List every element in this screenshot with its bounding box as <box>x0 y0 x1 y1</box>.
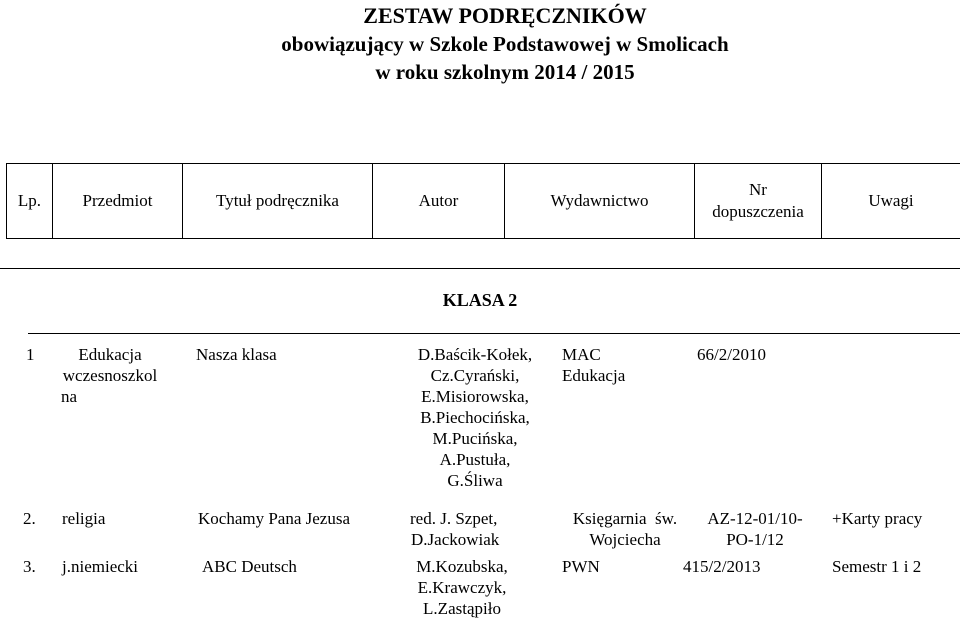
row-2-nr-line: AZ-12-01/10- <box>707 509 803 528</box>
section-divider <box>28 333 960 334</box>
header-uwagi: Uwagi <box>822 164 960 239</box>
row-2-przedmiot: religia <box>62 509 106 528</box>
document-title: ZESTAW PODRĘCZNIKÓW <box>363 3 647 28</box>
row-2-tytul: Kochamy Pana Jezusa <box>198 509 351 528</box>
row-1-wydawnictwo-line: Edukacja <box>562 366 626 385</box>
row-2-nr <box>695 508 815 550</box>
row-1-przedmiot-line: wczesnoszkol <box>62 366 158 385</box>
row-2-uwagi: +Karty pracy <box>832 509 923 528</box>
row-3-autor-line: L.Zastąpiło <box>423 599 501 618</box>
document-school-year: w roku szkolnym 2014 / 2015 <box>375 60 635 84</box>
row-1-lp: 1 <box>26 345 35 364</box>
row-2-wydawnictwo-line: Wojciecha <box>589 530 661 549</box>
table-header <box>6 163 960 239</box>
row-2-wydawnictwo <box>560 508 690 550</box>
row-2-autor <box>410 508 499 550</box>
row-3-autor-line: E.Krawczyk, <box>417 578 507 597</box>
header-nr-line1: Nr <box>749 180 767 199</box>
row-1-autor-line: E.Misiorowska, <box>421 387 529 406</box>
row-3-tytul: ABC Deutsch <box>202 557 297 576</box>
header-autor: Autor <box>373 164 505 239</box>
row-3-lp: 3. <box>23 557 36 576</box>
row-1-autor-line: D.Baścik-Kołek, <box>417 345 533 364</box>
row-1-autor-line: G.Śliwa <box>447 471 503 490</box>
row-1-wydawnictwo <box>562 344 625 386</box>
row-1-autor-line: M.Pucińska, <box>432 429 518 448</box>
row-1-przedmiot-line: na <box>61 387 78 406</box>
divider-line <box>0 268 960 269</box>
header-wydawnictwo: Wydawnictwo <box>505 164 695 239</box>
row-2-autor-line: D.Jackowiak <box>411 530 500 549</box>
row-1-przedmiot <box>55 344 165 407</box>
section-title: KLASA 2 <box>442 290 518 310</box>
row-3-uwagi: Semestr 1 i 2 <box>832 557 922 576</box>
row-3-wydawnictwo: PWN <box>562 557 600 576</box>
row-2-lp: 2. <box>23 509 36 528</box>
row-2-nr-line: PO-1/12 <box>726 530 784 549</box>
header-lp: Lp. <box>7 164 53 239</box>
document-subtitle: obowiązujący w Szkole Podstawowej w Smolicach <box>281 32 729 56</box>
row-1-autor-line: A.Pustuła, <box>439 450 511 469</box>
header-nr-dopuszczenia <box>695 164 822 239</box>
row-3-nr: 415/2/2013 <box>683 557 761 576</box>
row-2-autor-line: red. J. Szpet, <box>410 509 498 528</box>
row-1-tytul: Nasza klasa <box>196 345 277 364</box>
header-tytul: Tytuł podręcznika <box>183 164 373 239</box>
header-przedmiot: Przedmiot <box>53 164 183 239</box>
row-3-przedmiot: j.niemiecki <box>62 557 139 576</box>
row-1-wydawnictwo-line: MAC <box>562 345 601 364</box>
row-1-nr: 66/2/2010 <box>697 345 766 364</box>
row-1-autor-line: B.Piechocińska, <box>420 408 530 427</box>
row-1-autor-line: Cz.Cyrański, <box>430 366 520 385</box>
row-1-autor <box>398 344 552 491</box>
row-3-autor-line: M.Kozubska, <box>416 557 508 576</box>
row-3-autor <box>395 556 529 619</box>
row-1-przedmiot-line: Edukacja <box>78 345 142 364</box>
row-2-wydawnictwo-line: Księgarnia św. <box>572 509 678 528</box>
header-nr-line2: dopuszczenia <box>712 202 804 221</box>
